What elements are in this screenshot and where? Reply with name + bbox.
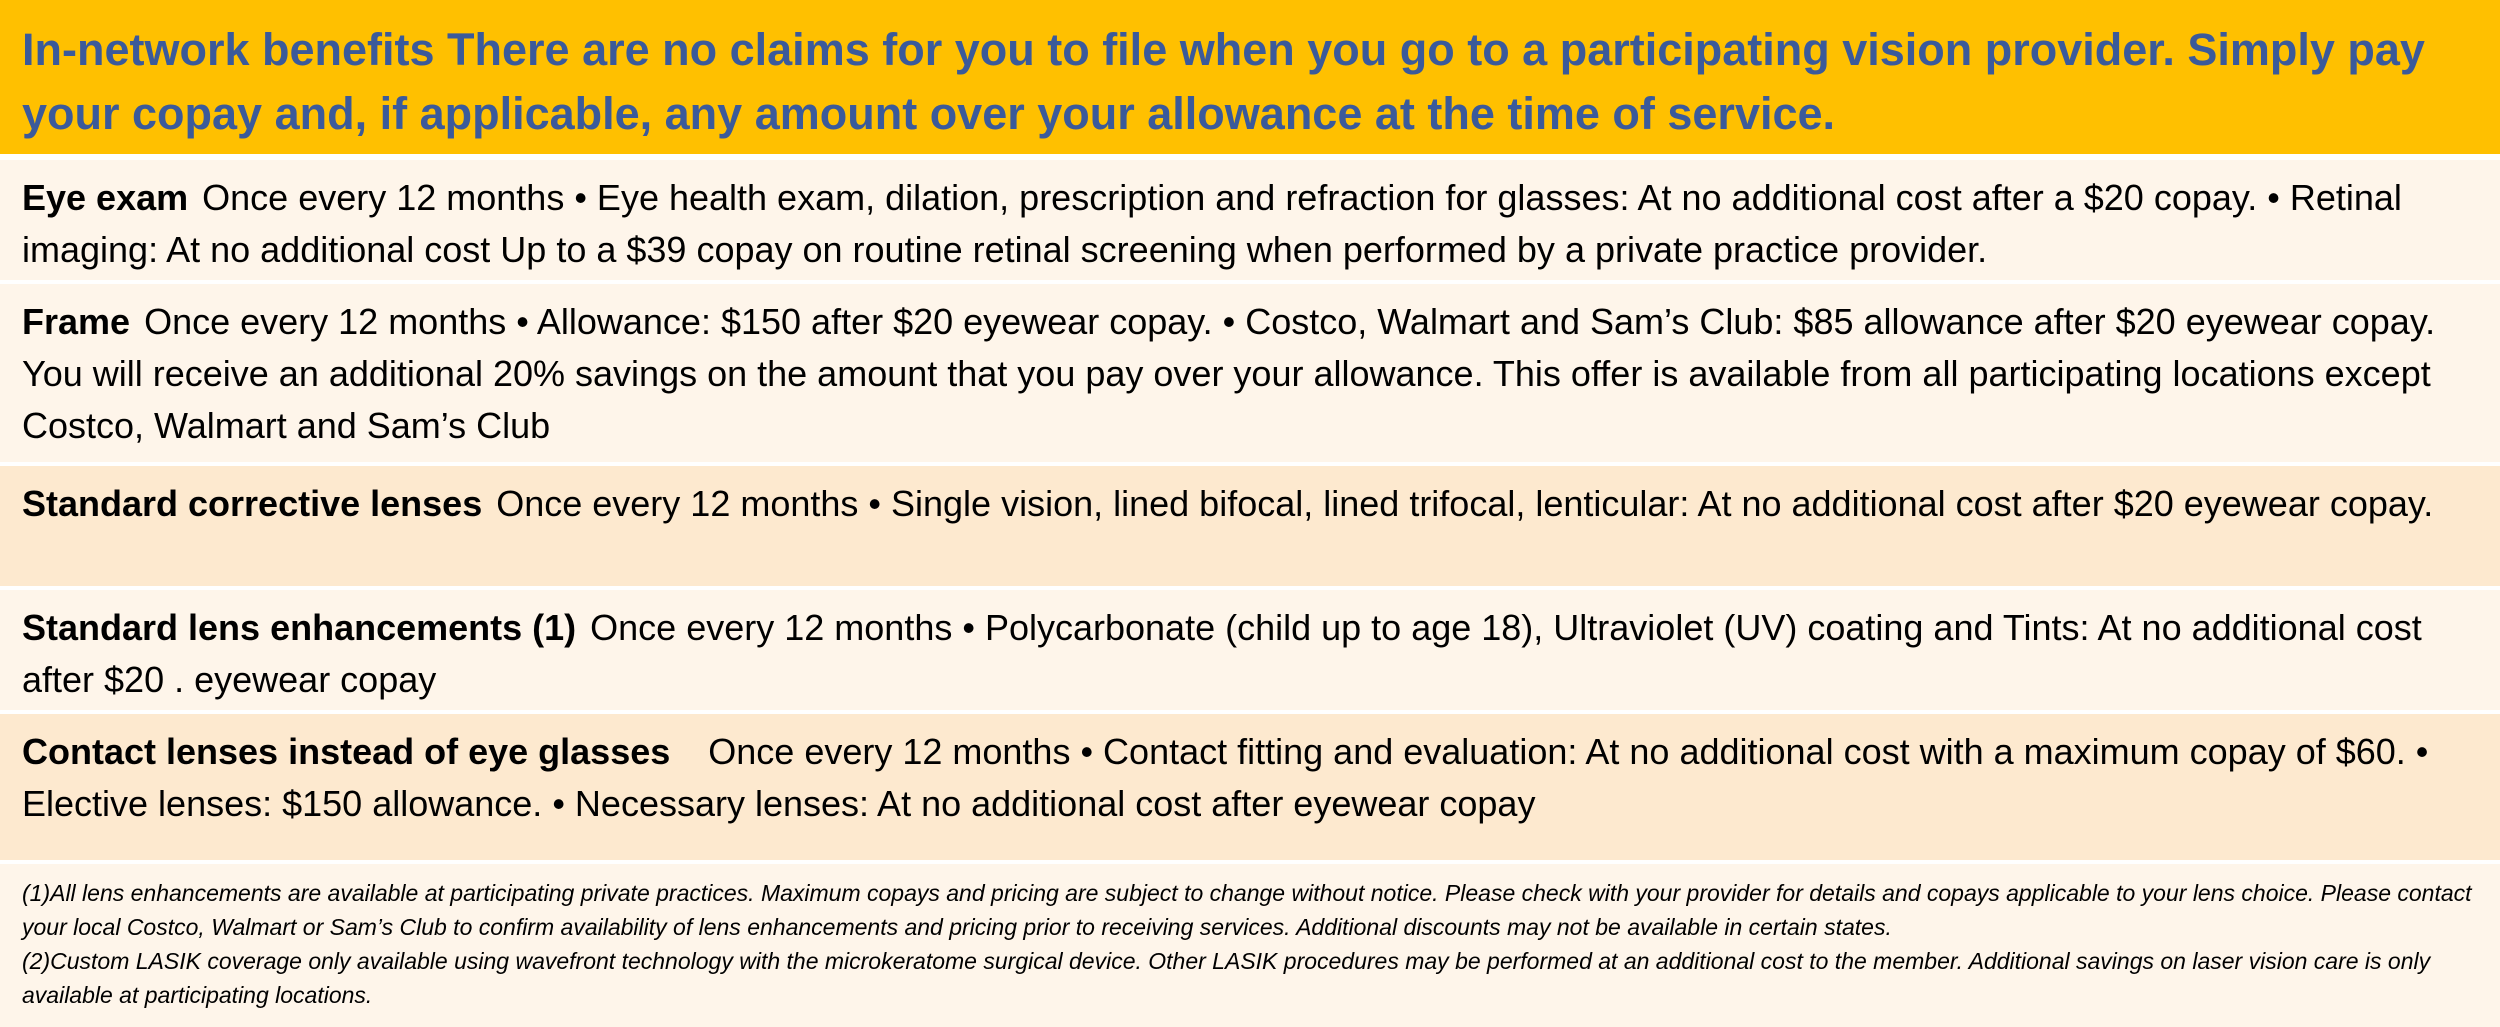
benefit-term: Standard corrective lenses xyxy=(22,483,483,524)
benefit-term: Eye exam xyxy=(22,177,189,218)
in-network-benefits-header xyxy=(0,0,2500,154)
benefit-term: Frame xyxy=(22,301,131,342)
header-text: In-network benefits There are no claims for you to file when you go to a participating vision provider. Simply pay your copay and, if applicable, any amount over your allowance at the time of service. xyxy=(22,24,2425,139)
benefit-row-standard-lens-enhancements xyxy=(0,590,2500,710)
benefit-term: Standard lens enhancements (1) xyxy=(22,607,577,648)
benefit-description: Once every 12 months • Eye health exam, dilation, prescription and refraction for glasses: At no additional cost after a $20 copay. • Retinal imaging: At no additional cost Up to a $39 copay on routine retinal screening when performed by a private practice provider. xyxy=(22,177,2402,270)
benefit-term: Contact lenses instead of eye glasses xyxy=(22,731,671,772)
footnote-1: (1)All lens enhancements are available at participating private practices. Maximum copays and pricing are subject to change without notice. Please check with your provider for details and copays applicable to your lens choice. Please contact your local Costco, Walmart or Sam’s Club to confirm availability of lens enhancements and pricing prior to receiving services. Additional discounts may not be available in certain states. xyxy=(22,880,2472,940)
benefit-description: Once every 12 months • Contact fitting and evaluation: At no additional cost with a maximum copay of $60. • Elective lenses: $150 allowance. • Necessary lenses: At no additional cost after eyewear copay xyxy=(22,731,2429,824)
footnotes xyxy=(0,864,2500,1027)
benefit-description: Once every 12 months • Single vision, lined bifocal, lined trifocal, lenticular: At no additional cost after $20 eyewear copay. xyxy=(496,483,2434,524)
benefit-description: Once every 12 months • Allowance: $150 after $20 eyewear copay. • Costco, Walmart and Sam’s Club: $85 allowance after $20 eyewear copay. You will receive an additional 20% savings on the amount that you pay over your allowance. This offer is available from all participating locations except Costco, Walmart and Sam’s Club xyxy=(22,301,2436,446)
benefit-row-frame xyxy=(0,284,2500,462)
benefit-row-standard-corrective-lenses xyxy=(0,466,2500,586)
benefit-row-eye-exam xyxy=(0,160,2500,280)
benefit-description: Once every 12 months • Polycarbonate (child up to age 18), Ultraviolet (UV) coating and Tints: At no additional cost after $20 . eyewear copay xyxy=(22,607,2422,700)
footnote-2: (2)Custom LASIK coverage only available using wavefront technology with the microkeratome surgical device. Other LASIK procedures may be performed at an additional cost to the member. Additional savings on laser vision care is only available at participating locations. xyxy=(22,948,2431,1008)
benefit-row-contact-lenses xyxy=(0,714,2500,860)
